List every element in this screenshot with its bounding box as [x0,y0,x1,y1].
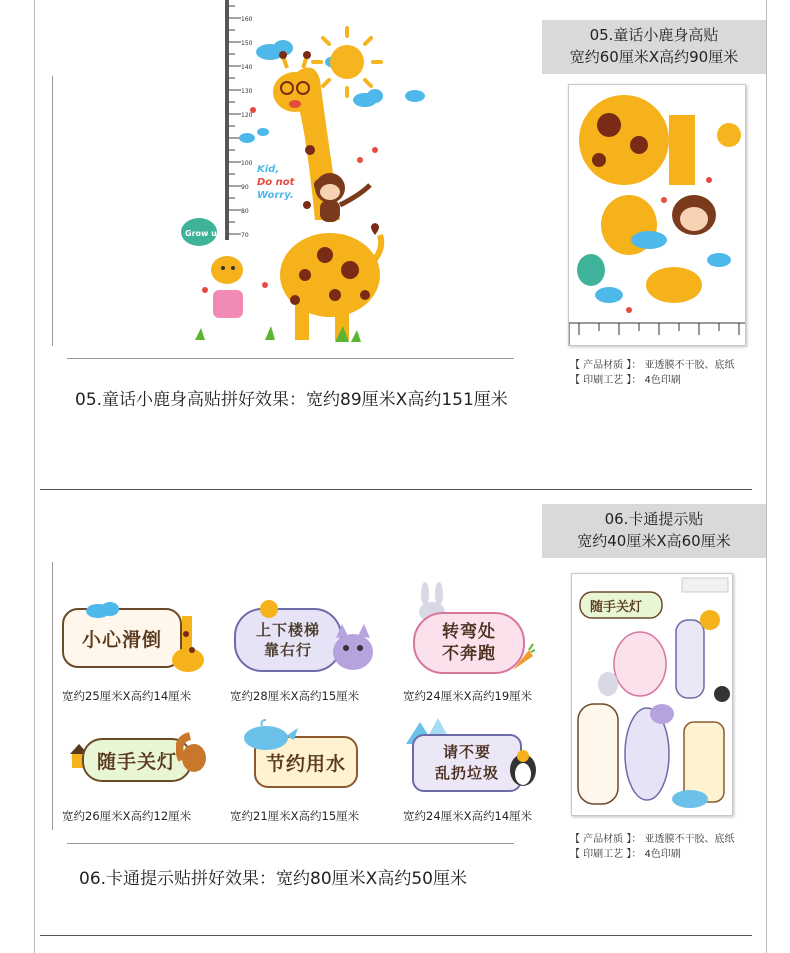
sticker-size-label: 宽约21厘米X高约15厘米 [230,809,360,823]
sun-icon [313,28,381,96]
sticker-no-running-corner [405,582,545,680]
section1-caption-rule [67,358,514,359]
sticker-text: 节约用水 [265,752,346,775]
sticker-save-water [238,716,368,798]
giraffe-height-chart-illustration [175,0,530,345]
sticker-no-littering [406,716,546,798]
sticker-size-label: 宽约26厘米X高约12厘米 [62,809,192,823]
section1-title-line2: 宽约60厘米X高约90厘米 [569,48,739,66]
cartoon-tips-sticker-sheet [571,573,733,816]
sticker-text: 随手关灯 [96,750,177,773]
sticker-size-label: 宽约24厘米X高约14厘米 [403,809,533,823]
sticker-bubble [234,608,342,672]
page-border-left [34,0,35,953]
grow-up-text: Grow up! [185,229,227,238]
section1-spec-block [570,358,735,388]
cat-icon [328,618,378,674]
carrot-icon [509,642,535,672]
section1-spec-material: 【 产品材质 】： 亚透膜不干胶、底纸 [570,360,735,371]
sticker-stairs-keep-right [230,598,380,680]
sheet-sticker-text: 随手关灯 [590,600,643,615]
ruler-bar [225,0,229,240]
bottom-divider [40,935,752,936]
ruler-label: 130 [241,88,253,95]
ruler-label: 100 [241,160,253,167]
section1-title-box [542,20,766,74]
kid-text-line: Kid, [257,164,280,175]
squirrel-icon [176,730,208,774]
cartoon-tips-sticker-sheet-art [572,574,733,816]
section2-caption: 06.卡通提示贴拼好效果：宽约80厘米X高约50厘米 [79,869,467,889]
sticker-turn-off-lights [64,722,212,798]
monkey-figure [315,173,370,222]
section2-caption-rule [67,843,514,844]
section1-caption: 05.童话小鹿身高贴拼好效果：宽约89厘米X高约151厘米 [75,390,508,410]
section2-spec-material: 【 产品材质 】： 亚透膜不干胶、底纸 [570,834,735,845]
yarn-ball-icon [258,598,280,620]
giraffe-icon [168,610,208,674]
ruler-label: 150 [241,40,253,47]
sticker-careful-slip [62,600,212,680]
ruler-ticks [229,6,241,234]
ruler-label: 70 [241,232,249,239]
giraffe-sticker-sheet-art [569,85,746,346]
ruler-label: 140 [241,64,253,71]
section1-left-rule [52,76,53,346]
section1-spec-print: 【 印刷工艺 】： 4色印刷 [570,375,681,386]
giraffe-sticker-sheet [568,84,746,346]
sticker-text: 请不要 乱扔垃圾 [434,743,499,782]
section2-title-line1: 06.卡通提示贴 [604,510,704,528]
ruler-label: 120 [241,112,253,119]
ruler-label: 90 [241,184,249,191]
section2-spec-print: 【 印刷工艺 】： 4色印刷 [570,849,681,860]
cloud-icon [84,600,124,618]
kid-text-line: Do not [257,177,295,188]
page-border-right [766,0,767,953]
section2-left-rule [52,562,53,830]
sticker-size-label: 宽约24厘米X高约19厘米 [403,689,533,703]
section2-title-line2: 宽约40厘米X高60厘米 [577,532,731,550]
ruler-labels [241,16,253,239]
sticker-text: 小心滑倒 [81,628,162,651]
sticker-size-label: 宽约28厘米X高约15厘米 [230,689,360,703]
ruler-label: 160 [241,16,253,23]
section2-title-box [542,504,766,558]
section2-spec-block [570,832,735,862]
small-giraffe-figure [211,256,243,318]
ruler-label: 80 [241,208,249,215]
section1-title-line1: 05.童话小鹿身高贴 [589,26,719,44]
section-divider [40,489,752,490]
sticker-text: 转弯处 不奔跑 [442,622,496,664]
sticker-size-label: 宽约25厘米X高约14厘米 [62,689,192,703]
kid-do-not-worry-text [257,164,296,201]
sticker-text: 上下楼梯 靠右行 [255,621,320,659]
penguin-icon [506,748,540,788]
kid-text-line: Worry. [257,190,294,201]
grow-up-badge [181,218,226,246]
whale-icon [240,718,300,752]
